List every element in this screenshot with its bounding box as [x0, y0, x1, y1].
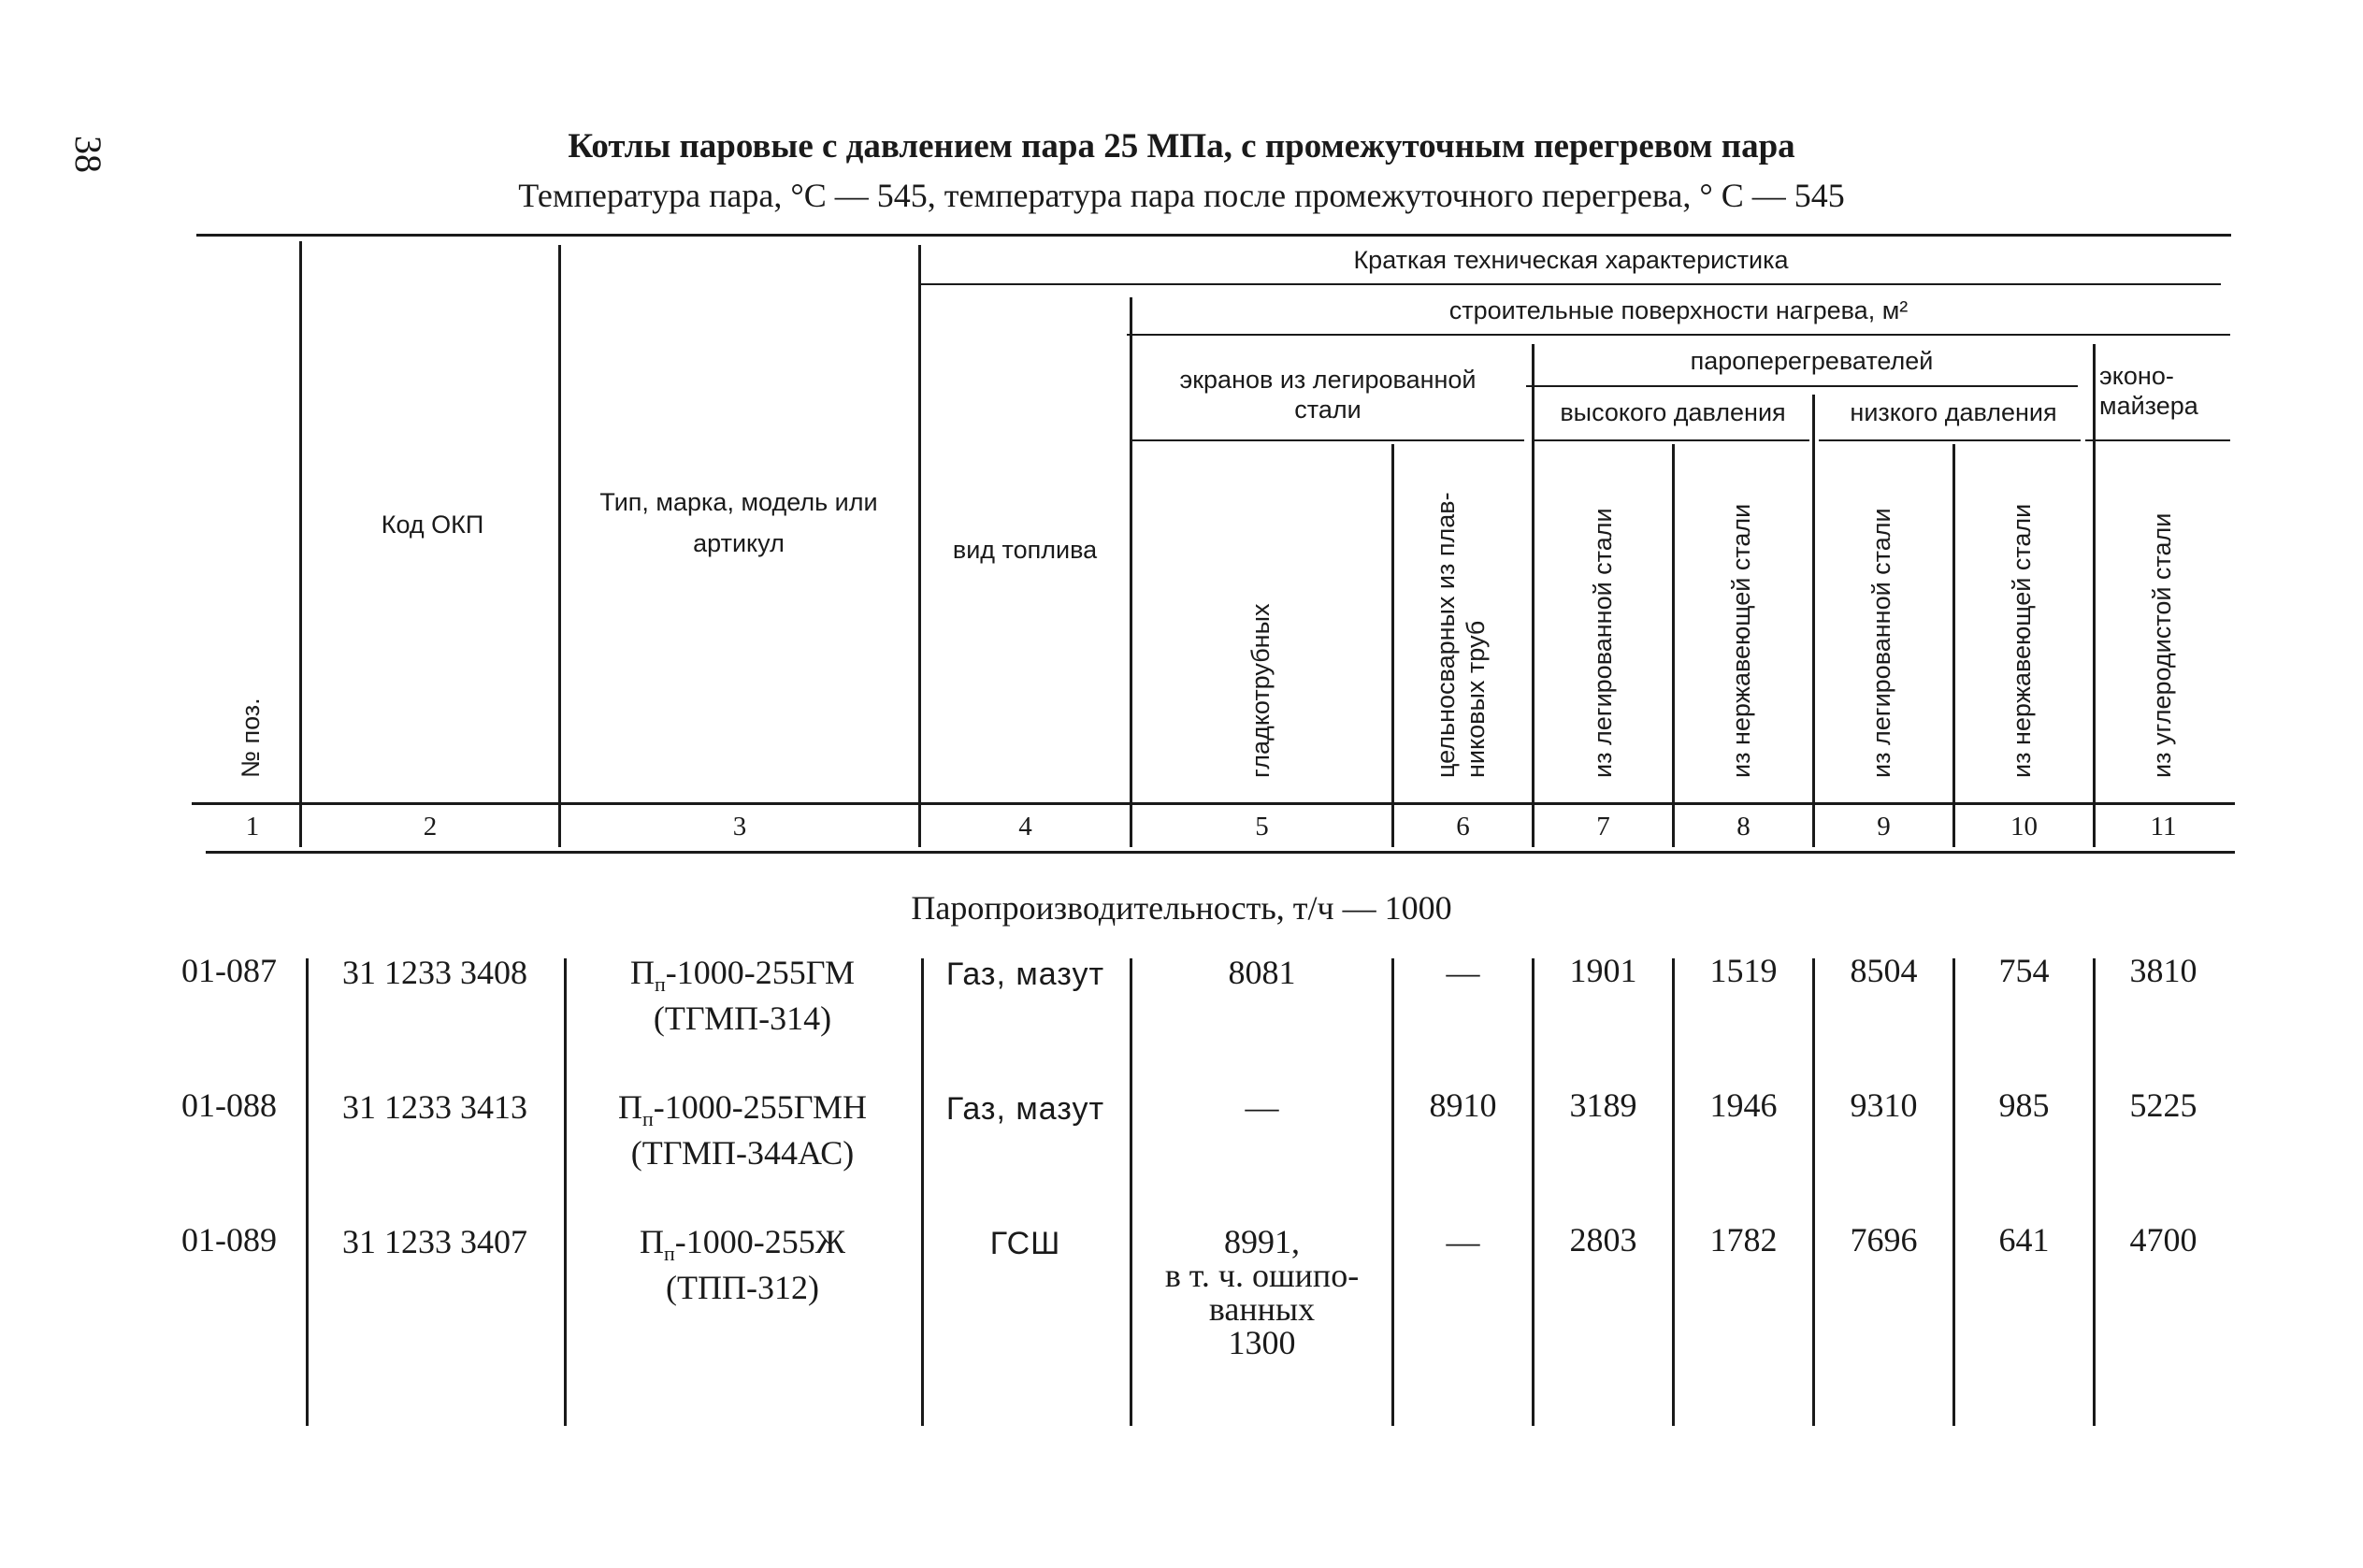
cell-fuel: Газ, мазут: [945, 957, 1105, 992]
cell-lp-stainless: 641: [1998, 1221, 2050, 1259]
table-top-rule: [196, 234, 2231, 237]
cell-welded-fin: 8910: [1429, 1086, 1497, 1124]
body-divider-10: [2093, 958, 2096, 1426]
header-type-model: Тип, марка, модель или артикул: [599, 488, 878, 557]
header-welded-fin-tubes-line1: цельносварных из плав-: [1432, 492, 1460, 778]
cell-fuel: Газ, мазут: [945, 1091, 1105, 1127]
cell-hp-alloy: 3189: [1569, 1086, 1637, 1124]
body-divider-5: [1391, 958, 1394, 1426]
header-bottom-rule: [192, 802, 2235, 805]
header-surfaces-group: строительные поверхности нагрева, м²: [1448, 296, 1909, 324]
column-number: 6: [1456, 812, 1470, 842]
cell-hp-stainless: 1519: [1709, 952, 1778, 989]
header-low-pressure: низкого давления: [1850, 398, 2057, 426]
col-divider-1: [299, 241, 302, 847]
header-high-pressure: высокого давления: [1560, 398, 1786, 426]
cell-fuel: ГСШ: [989, 1226, 1061, 1261]
column-number: 10: [2010, 812, 2038, 842]
header-lp-stainless-steel: из нержавеющей стали: [2008, 503, 2036, 778]
type-alt: (ТПП-312): [666, 1269, 819, 1307]
column-numbers-rule: [206, 851, 2235, 854]
cell-okp-code: 31 1233 3407: [342, 1223, 527, 1260]
type-subscript: п: [663, 1242, 675, 1266]
col-divider-5: [1391, 444, 1394, 847]
header-hp-alloy-steel: из легированной стали: [1589, 508, 1617, 778]
cell-lp-stainless: 754: [1998, 952, 2050, 989]
cell-lp-stainless: 985: [1998, 1086, 2050, 1124]
header-okp-code: Код ОКП: [381, 511, 484, 539]
column-number: 2: [423, 812, 438, 842]
col-divider-8: [1812, 395, 1815, 847]
col-divider-2: [558, 245, 561, 847]
cell-line: 8991,: [1224, 1223, 1300, 1260]
type-prefix: П: [617, 1088, 642, 1126]
cell-hp-stainless: 1946: [1709, 1086, 1778, 1124]
header-carbon-steel: из углеродистой стали: [2148, 512, 2176, 778]
type-main: -1000-255Ж: [674, 1223, 845, 1260]
page-subtitle: Температура пара, °С — 545, температура пара после промежуточного перегрева, ° С — 545: [518, 177, 1845, 214]
cell-position: 01-087: [181, 952, 277, 989]
col-divider-7: [1672, 444, 1675, 847]
rule-under-high-pressure: [1534, 439, 1809, 441]
type-subscript: п: [641, 1107, 654, 1131]
rule-under-economizer: [2085, 439, 2230, 441]
type-prefix: П: [639, 1223, 664, 1260]
body-divider-6: [1532, 958, 1535, 1426]
cell-hp-alloy: 1901: [1569, 952, 1637, 989]
cell-smooth-tube: —: [1245, 1088, 1279, 1126]
cell-smooth-tube: [1132, 1225, 1391, 1359]
header-lp-alloy-steel: из легированной стали: [1867, 508, 1895, 778]
column-number: 7: [1596, 812, 1610, 842]
cell-line: в т. ч. ошипо-: [1164, 1257, 1360, 1294]
col-divider-9: [1952, 444, 1955, 847]
page-number: 38: [67, 136, 109, 173]
rule-under-screens: [1131, 439, 1524, 441]
rule-under-surfaces: [1127, 334, 2230, 336]
column-number: 4: [1018, 812, 1032, 842]
type-main: -1000-255ГМН: [653, 1088, 868, 1126]
body-divider-9: [1952, 958, 1955, 1426]
cell-hp-stainless: 1782: [1709, 1221, 1778, 1259]
cell-okp-code: 31 1233 3408: [342, 954, 527, 991]
type-subscript: п: [654, 972, 666, 997]
cell-okp-code: 31 1233 3413: [342, 1088, 527, 1126]
cell-carbon-steel: 5225: [2129, 1086, 2197, 1124]
column-number: 8: [1736, 812, 1751, 842]
column-number: 5: [1255, 812, 1269, 842]
column-number: 3: [732, 812, 747, 842]
cell-type-model: [567, 1090, 918, 1170]
cell-carbon-steel: 3810: [2129, 952, 2197, 989]
header-screens: экранов из легированной стали: [1179, 366, 1477, 424]
page-title: Котлы паровые с давлением пара 25 МПа, с промежуточным перегревом пара: [568, 127, 1795, 165]
header-welded-fin-tubes-line2: никовых труб: [1462, 620, 1490, 778]
type-main: -1000-255ГМ: [665, 954, 856, 991]
cell-line: 1300: [1228, 1324, 1296, 1361]
cell-lp-alloy: 9310: [1850, 1086, 1918, 1124]
header-main-group: Краткая техническая характеристика: [1353, 246, 1789, 274]
header-fuel-type: вид топлива: [952, 536, 1098, 564]
cell-position: 01-089: [181, 1221, 277, 1259]
cell-type-model: [567, 1223, 918, 1307]
cell-line: ванных: [1208, 1290, 1316, 1328]
section-title: Паропроизводительность, т/ч — 1000: [911, 889, 1452, 927]
cell-welded-fin: —: [1446, 954, 1480, 991]
cell-hp-alloy: 2803: [1569, 1221, 1637, 1259]
rule-under-main-group: [921, 283, 2221, 285]
header-superheaters: пароперегревателей: [1690, 347, 1934, 375]
body-divider-1: [306, 958, 309, 1426]
cell-carbon-steel: 4700: [2129, 1221, 2197, 1259]
type-prefix: П: [629, 954, 655, 991]
type-alt: (ТГМП-344АС): [630, 1134, 855, 1172]
column-number: 1: [245, 812, 260, 842]
column-number: 9: [1877, 812, 1891, 842]
cell-welded-fin: —: [1446, 1223, 1480, 1260]
col-divider-10: [2093, 344, 2096, 847]
type-alt: (ТГМП-314): [653, 1000, 832, 1038]
body-divider-8: [1812, 958, 1815, 1426]
cell-smooth-tube: 8081: [1228, 954, 1296, 991]
header-hp-stainless-steel: из нержавеющей стали: [1727, 503, 1755, 778]
column-number: 11: [2150, 812, 2177, 842]
header-position-number: № поз.: [237, 698, 265, 778]
cell-type-model: [567, 954, 918, 1038]
body-divider-7: [1672, 958, 1675, 1426]
header-economizer: эконо-майзера: [2099, 362, 2198, 420]
cell-position: 01-088: [181, 1086, 277, 1124]
rule-under-superheaters: [1526, 385, 2078, 387]
col-divider-4: [1130, 297, 1132, 847]
cell-lp-alloy: 7696: [1850, 1221, 1918, 1259]
cell-lp-alloy: 8504: [1850, 952, 1918, 989]
body-divider-3: [921, 958, 924, 1426]
rule-under-low-pressure: [1819, 439, 2081, 441]
header-smooth-tube: гладкотрубных: [1246, 603, 1275, 778]
